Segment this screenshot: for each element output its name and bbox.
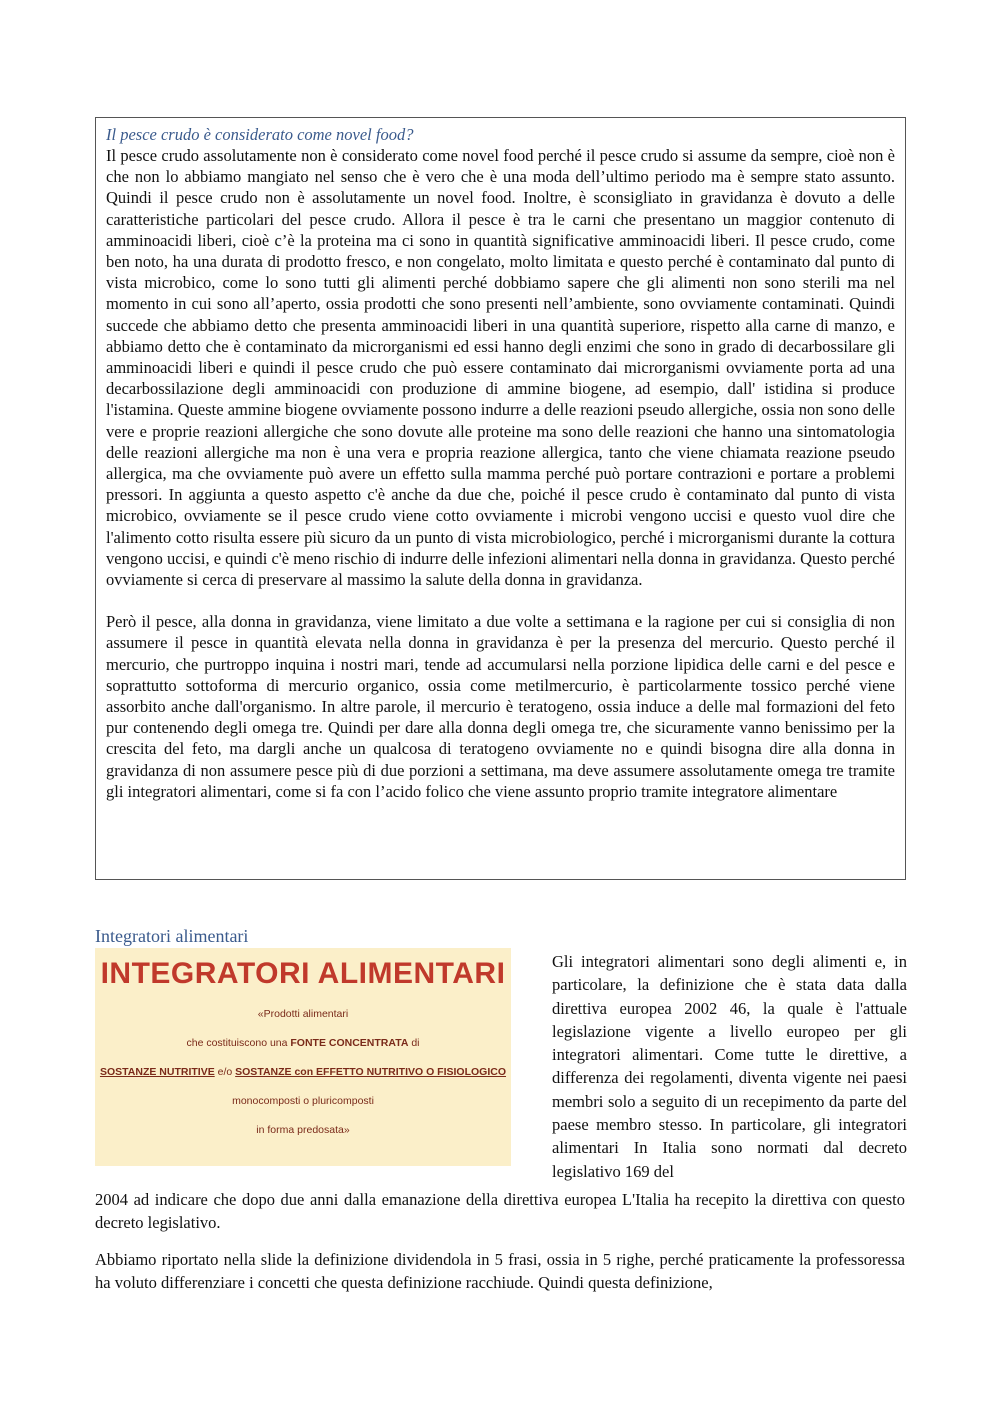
slide-line-2-pre: che costituiscono una xyxy=(186,1037,291,1049)
slide-line-3-a: SOSTANZE NUTRITIVE xyxy=(99,1066,215,1078)
slide-line-2 xyxy=(95,1037,511,1050)
slide-line-5: in forma predosata» xyxy=(256,1124,350,1136)
continued-paragraph: 2004 ad indicare che dopo due anni dalla emanazione della direttiva europea L'Italia ha recepito la direttiva con questo decreto legislativo. xyxy=(95,1190,905,1233)
qa-box xyxy=(95,117,906,880)
side-paragraph: Gli integratori alimentari sono degli alimenti e, in particolare, la definizione che è stata data dalla direttiva europea 2002 46, la quale è l'attuale legislazione vigente a livello europeo per gli integratori alimentari. Come tutte le direttive, a differenza dei regolamenti, diventa vigente nei paesi membri solo a seguito di un recepimento da parte del paese membro stesso. In particolare, gli integratori alimentari In Italia sono normati dal decreto legislativo 169 del xyxy=(552,952,907,1181)
slide-line-3-b: SOSTANZE con EFFETTO NUTRITIVO O FISIOLOGICO xyxy=(235,1066,507,1078)
box-paragraph-2: Però il pesce, alla donna in gravidanza, viene limitato a due volte a settimana e la ragione per cui si consiglia di non assumere il pesce in quantità elevata nella donna in gravidanza è per la presenza del mercurio. Questo perché il mercurio, che purtroppo inquina i nostri mari, tende ad accumularsi nella porzione lipidica delle carni e del pesce e soprattutto sottoforma di mercurio organico, ossia come metilmercurio, è particolarmente tossico perché viene assorbito anche dall'organismo. In altre parole, il mercurio è teratogeno, ossia induce a delle mal formazioni del feto pur contenendo degli omega tre. Quindi per dare alla donna degli omega tre, che sicuramente vanno benissimo per la crescita del feto, ma dargli anche un qualcosa di teratogeno ovviamente no e quindi bisogna dire alla donna in gravidanza di non assumere pesce più di due porzioni a settimana, ma deve assumere assolutamente omega tre tramite gli integratori alimentari, come si fa con l’acido folico che viene assunto proprio tramite integratore alimentare xyxy=(106,612,895,801)
slide-line-2-post: di xyxy=(408,1037,420,1049)
slide-title: INTEGRATORI ALIMENTARI xyxy=(100,957,506,990)
section-heading: Integratori alimentari xyxy=(95,926,249,946)
slide-line-3-mid: e/o xyxy=(214,1066,236,1078)
box-question-title: Il pesce crudo è considerato come novel food? xyxy=(106,125,414,144)
slide-line-3 xyxy=(95,1066,511,1079)
next-paragraph: Abbiamo riportato nella slide la definizione dividendola in 5 frasi, ossia in 5 righe, perché praticamente la professoressa ha voluto differenziare i concetti che questa definizione racchiude. Quindi questa definizione, xyxy=(95,1250,905,1293)
slide-image xyxy=(95,948,511,1166)
slide-line-2-bold: FONTE CONCENTRATA xyxy=(290,1037,409,1049)
slide-line-4: monocomposti o pluricomposti xyxy=(232,1095,374,1107)
box-paragraph-1: Il pesce crudo assolutamente non è considerato come novel food perché il pesce crudo si assume da sempre, cioè non è che non lo abbiamo mangiato nel senso che è vero che è una moda dell’ultimo periodo ma è sempre stato assunto. Quindi il pesce crudo non è assolutamente un novel food. Inoltre, è sconsigliato in gravidanza è dovuto a delle caratteristiche particolari del pesce crudo. Allora il pesce è tra le carni che presentano un maggior contenuto di amminoacidi liberi, cioè c’è la proteina ma ci sono in quantità significative amminoacidi liberi. Il pesce crudo, come ben noto, ha una durata di prodotto fresco, e non congelato, molto limitata e questo perché è contaminato dal punto di vista microbico, come lo sono tutti gli alimenti perché dobbiamo sapere che gli alimenti non sono sterili ma nel momento in cui sono all’aperto, ossia prodotti che sono presenti nell’ambiente, sono ovviamente contaminati. Quindi succede che abbiamo detto che presenta amminoacidi liberi in una quantità superiore, rispetto alla carne di manzo, e abbiamo detto che è contaminato da microrganismi ed essi hanno degli enzimi che sono in grado di decarbossilare gli amminoacidi liberi e quindi il pesce crudo che può essere contaminato dai microrganismi ovviamente porta ad una decarbossilazione degli amminoacidi con produzione di ammine biogene, ad esempio, dall' istidina si produce l'istamina. Queste ammine biogene ovviamente possono indurre a delle reazioni pseudo allergiche, ossia non sono delle vere e proprie reazioni allergiche che sono dovute alle proteine ma sono delle reazioni che hanno una sintomatologia delle reazioni allergiche ma non è una vera e propria reazione allergica, tanto che viene chiamata reazione pseudo allergica, ma che ovviamente può avere un effetto sulla mamma perché può portare contrazioni e portare a problemi pressori. In aggiunta a questo aspetto c'è anche da due che, poiché il pesce crudo è contaminato dal punto di vista microbico, ovviamente se il pesce crudo viene cotto ovviamente i microbi vengono uccisi e questo vuol dire che l'alimento cotto risulta essere più sicuro da un punto di vista microbiologico, perché i microrganismi durante la cottura vengono uccisi, e quindi c'è meno rischio di indurre delle infezioni alimentari nella donna in gravidanza. Questo perché ovviamente si cerca di preservare al massimo la salute della donna in gravidanza. xyxy=(106,146,895,590)
slide-line-1: «Prodotti alimentari xyxy=(257,1008,349,1020)
